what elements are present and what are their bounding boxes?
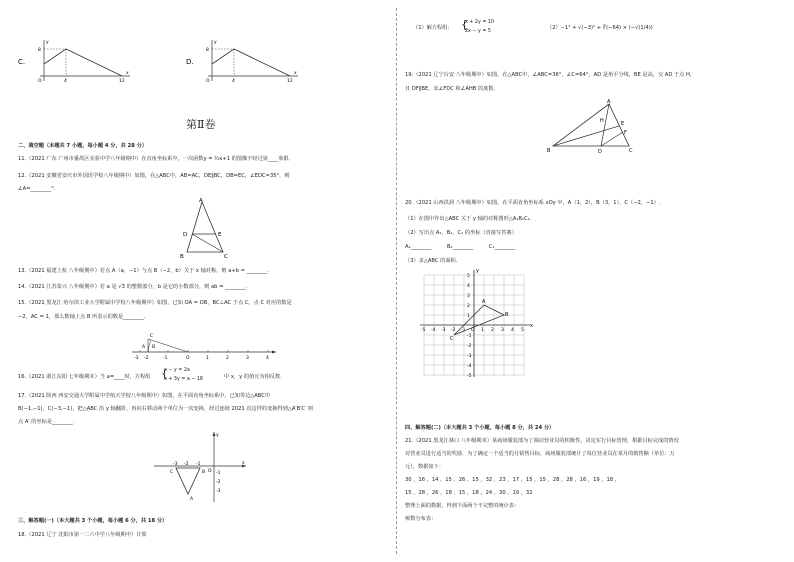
fig17-ytick-m3: -3 [216,489,221,494]
question-15-line2: −2，AC = 1，那么数轴上点 B 所表示的数是________. [18,314,146,320]
grid-x-tick-label: 2 [491,328,494,333]
grid20-axis-x: x [530,323,533,329]
numline-label-a: A [142,345,146,350]
question-20-part1: （1）在图中作出△ABC 关于 y 轴的对称图形△A₁B₁C₁. [405,216,532,222]
figure-d-label: D. [186,58,194,66]
question-17-line1: 17.（2021 陕西 西安交通大学附属中学航天学校八年级期中）如图，在平面直角坐标系中，已知等边△ABC中 [18,393,271,399]
question-19-line2: 且 DF∥BE，求∠FDC 和∠AHB 的度数. [405,86,496,92]
figure-c-ytick: 8 [38,48,41,53]
fig17-axis-y: y [216,433,219,438]
figure-d-x-axis-label: x [294,71,297,76]
figure-d-origin: O [206,79,210,84]
grid-y-tick-label: -3 [467,354,472,359]
grid-x-tick-label: -3 [441,328,446,333]
question-19-triangle [545,96,645,158]
question-12-triangle [175,196,235,260]
tri19-label-e: E [621,121,625,127]
tri19-label-b: B [547,148,551,154]
question-20-part2: （2）写出点 A₁，B₁，C₁ 的坐标（直接写答案） [405,230,517,236]
numline-tick-3: 3 [246,356,249,361]
question-21-data1: 30 ，16 ，14 ，15 ，26 ，15 ，32 ，23 ，17 ，15 ，15 ，28 ，28 ，16 ，19 ，18 ， [405,477,620,483]
question-21-line1: 21.（2021 黑龙江林口 八年级期末）某商场服装部为了调动营业员的积极性，决定实行目标管理，根据目标完成的情况 [405,438,679,444]
numline-tick-m3: -3 [134,356,139,361]
grid-x-tick-label: 1 [481,328,484,333]
question-18: 18.（2021 辽宁 沈阳市第一二六中学八年级期中）计算 [18,532,147,538]
fig17-label-c: C [170,470,174,475]
question-16-prefix: 16.（2021 浙江东阳 七年级期末）当 a=____时，方程组 [18,374,151,380]
figure-d-ytick: 8 [206,48,209,53]
figure-d-xtick1: 4 [232,79,235,84]
tri12-label-a: A [199,198,203,204]
question-13: 13.（2021 福建上杭 八年级期中）若点 A（a，−1）与点 B（−2，b）关于 x 轴对称，则 a+b = ________. [18,268,270,274]
figure-c-xtick1: 4 [64,79,67,84]
numline-tick-m1: -1 [163,356,168,361]
grid-y-tick-label: 1 [467,314,470,319]
tri19-label-c: C [629,148,633,154]
question-15-line1: 15.（2021 黑龙江 哈尔滨工业大学附属中学校八年级期中）如图，已知 OA = OB，BC⊥AC 于点 C，点 C 对应的数是 [18,300,292,306]
grid-y-tick-label: 3 [467,294,470,299]
fig17-axis-x: x [242,461,245,466]
fig17-label-a: A [190,497,194,502]
question-18-part2: （2）−1² + √(−3)² + ∛(−64) × (−√(1/4)) [547,25,653,31]
question-21-summary: 整理上面的数据，得到下面两个不完整的统计表： [405,503,520,509]
grid-lines [420,270,530,377]
grid-y-tick-label: 5 [467,274,470,279]
numline-tick-2: 2 [226,356,229,361]
grid-y-tick-label: -1 [467,334,472,339]
part-title: 第Ⅱ卷 [186,118,216,131]
figure-d-graph [186,36,301,86]
grid20-label-c: C [450,336,454,342]
section-2-heading: 二、填空题（本题共 7 小题，每小题 4 分，共 28 分） [18,143,148,149]
question-17-line3: 点 A′ 的坐标是________. [18,419,75,425]
tri12-label-e: E [218,232,222,238]
fig17-label-b: B [202,470,206,475]
figure-c-graph [18,36,133,86]
fig17-ytick-m2: -2 [216,480,221,485]
grid-x-tick-label: 3 [501,328,504,333]
question-21-line2: 对营业员进行适当的奖励．为了确定一个适当的月销售目标，商场服装部统计了每位营业员在某月的销售额（单位：万 [405,451,675,457]
question-18-part1-label: （1）解方程组： [413,25,453,31]
question-20-grid [409,268,549,382]
question-12-line2: ∠A=________°. [18,186,56,192]
tri19-label-h: H [600,118,604,124]
question-16-system-eq1: x − y = 2a [164,368,190,373]
question-17-figure [150,430,250,504]
question-17-line2: B(−1,−1)，C(−3,−1)，把△ABC 沿 y 轴翻折，再向右移动两个单位为一次变换，经过连续 2021 次这样的变换得到△A′B′C′ 则 [18,406,313,412]
question-16-suffix: 中 x，y 的值互为相反数. [224,374,282,380]
question-11: 11.（2021 广东 广州市番禺区实验中学八年级期中）在直角坐标系中，一次函数y = ½x+1 的图像不经过第____象限. [18,156,291,162]
grid-x-tick-label: -4 [431,328,436,333]
figure-c-label: C. [18,58,26,66]
grid-y-tick-label: -2 [467,344,472,349]
question-20-part3: （3）求△ABC 的面积. [405,258,458,264]
figure-c-y-axis-label: y [46,40,49,45]
question-18-eq2: 2x − y = 5 [465,29,491,34]
question-21-data2: 15 ，28 ，26 ，18 ，15 ，18 ，24 ，30 ，19 ，32 [405,490,533,496]
figure-c-origin: O [38,79,42,84]
tri12-label-c: C [224,254,228,260]
figure-c-x-axis-label: x [126,71,129,76]
question-18-eq1: x + 2y = 10 [465,20,494,25]
question-20-line1: 20.（2021 山西洪洞 八年级期中）如图，在平面直角坐标系 xOy 中，A（1，2），B（3，1），C（−2，−1）. [405,200,661,206]
section-4-heading: 四、解答题(二)（本大题共 3 个小题，每小题 8 分，共 24 分） [405,425,555,431]
numline-label-c: C [150,334,154,339]
section-3-heading: 三、解答题(一)（本大题共 3 个小题，每小题 6 分，共 18 分） [18,518,168,524]
question-14: 14.（2021 江苏泰兴 八年级期中）若 a 是 √3 的整数部分，b 是它的小数部分，则 ab = ________. [18,284,248,290]
grid-x-tick-label: 5 [521,328,524,333]
grid-y-tick-label: 2 [467,304,470,309]
fig17-origin: O [208,469,212,474]
question-18-brace: { [461,18,468,31]
numline-tick-o: O [186,356,190,361]
tri19-label-d: D [598,149,602,155]
grid-x-tick-label: -5 [421,328,426,333]
question-21-table-title: 频数分布表： [405,516,437,522]
grid20-label-a: A [482,299,486,305]
numline-tick-1: 1 [206,356,209,361]
fig17-xtick-m1: -1 [196,462,201,467]
fig17-xtick-m3: -3 [173,462,178,467]
question-15-number-line [128,322,280,362]
grid-x-tick-label: O [471,328,475,333]
grid20-label-b: B [505,312,509,318]
question-20-answers: A₁________ B₁________ C₁________ [405,244,516,250]
right-column [397,0,794,562]
grid-y-tick-label: 4 [467,284,470,289]
fig17-ytick-m1: -1 [216,471,221,476]
tri19-label-a: A [607,99,611,105]
fig17-xtick-m2: -2 [184,462,189,467]
tri12-label-d: D [183,232,188,238]
figure-d-y-axis-label: y [214,40,217,45]
tri19-label-f: F [624,130,627,136]
grid20-axis-y: y [476,268,479,274]
question-19-line1: 19.（2021 辽宁台安 八年级期中）如图，在△ABC中，∠ABC=36°，∠C=64°，AD 是角平分线，BE 是高，交 AD 于点 H， [405,72,696,78]
grid-x-tick-label: -2 [451,328,456,333]
question-21-line3: 元），数据如下： [405,464,444,470]
grid-x-tick-label: 4 [511,328,514,333]
figure-c-xtick2: 12 [119,79,125,84]
numline-label-b: B [152,345,156,350]
grid-y-tick-label: -5 [467,374,472,379]
figure-d-xtick2: 12 [287,79,293,84]
numline-tick-m2: -2 [144,356,149,361]
grid-x-tick-label: -1 [461,328,466,333]
grid-y-tick-label: -4 [467,364,472,369]
tri12-label-b: B [180,254,184,260]
question-12-line1: 12.（2021 安徽省安庆市外国语学校八年级期中）如图，在△ABC中，AB=AC，DE∥BC，DB=EC，∠EDC=35°，则 [18,173,290,179]
grid-labels [421,273,524,379]
question-16-system-eq2: x + 3y = a − 18 [164,377,203,382]
question-16-brace: { [161,367,168,380]
numline-tick-4: 4 [266,356,269,361]
